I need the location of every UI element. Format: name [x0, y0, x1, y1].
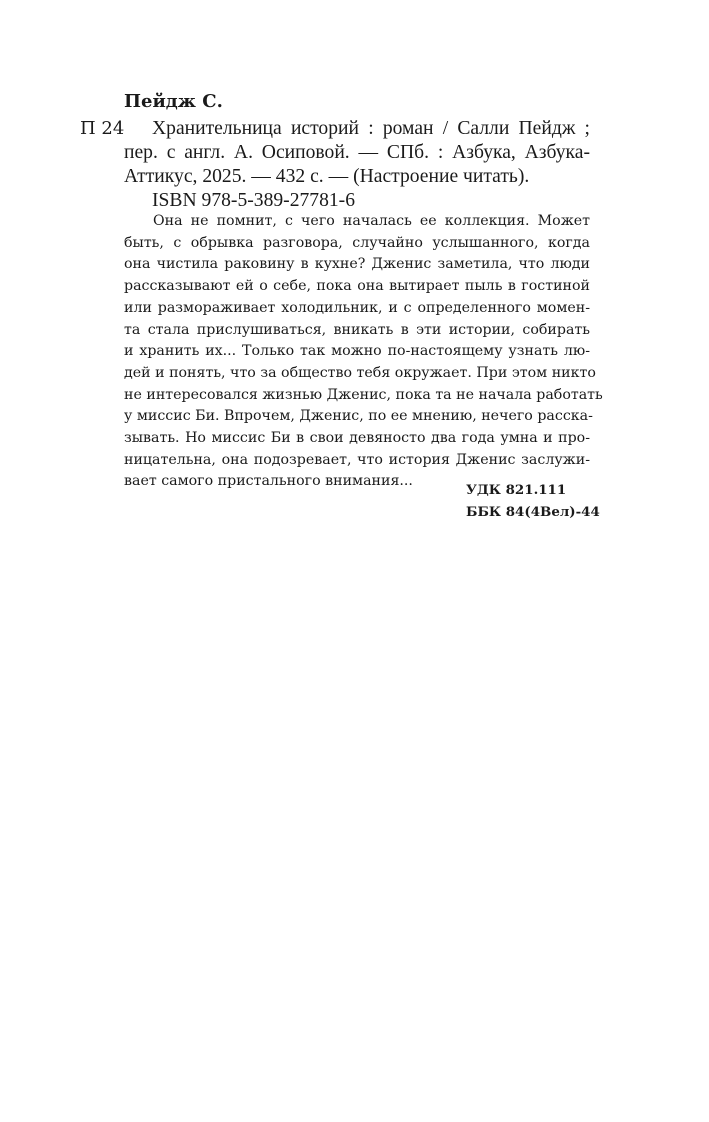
annotation-line: у миссис Би. Впрочем, Дженис, по ее мнению, нечего расска- [124, 408, 593, 425]
bbk-code: ББК 84(4Вел)-44 [466, 504, 600, 520]
annotation-line: она чистила раковину в кухне? Дженис заметила, что люди [124, 256, 590, 273]
annotation-line: та стала прислушиваться, вникать в эти истории, собирать [124, 321, 590, 338]
annotation-line: рассказывают ей о себе, пока она вытирает пыль в гостиной [124, 278, 590, 295]
bibliographic-description [124, 117, 590, 189]
annotation-line: или размораживает холодильник, и с определенного момен- [124, 299, 590, 316]
author-heading: Пейдж С. [124, 91, 223, 112]
isbn: ISBN 978-5-389-27781-6 [152, 190, 355, 211]
bibliographic-line: пер. с англ. А. Осиповой. — СПб. : Азбука, Азбука- [124, 142, 590, 163]
bibliographic-line: Аттикус, 2025. — 432 с. — (Настроение читать). [124, 166, 530, 187]
annotation-line: быть, с обрывка разговора, случайно услышанного, когда [124, 234, 590, 251]
annotation-line: и хранить их... Только так можно по-настоящему узнать лю- [124, 343, 590, 360]
annotation-line: дей и понять, что за общество тебя окружает. При этом никто [124, 364, 596, 381]
annotation-line: вает самого пристального внимания... [124, 473, 413, 490]
annotation-line: Она не помнит, с чего началась ее коллекция. Может [153, 213, 590, 229]
annotation-line: ницательна, она подозревает, что история Дженис заслужи- [124, 451, 590, 468]
author-mark: П 24 [80, 118, 125, 139]
annotation [124, 211, 603, 493]
annotation-line: не интересовался жизнью Дженис, пока та не начала работать [124, 386, 603, 403]
udk-code: УДК 821.111 [466, 482, 567, 498]
classification-codes [466, 479, 600, 523]
bibliographic-line: Хранительница историй : роман / Салли Пейдж ; [152, 118, 590, 139]
annotation-line: зывать. Но миссис Би в свои девяносто два года умна и про- [124, 430, 590, 447]
